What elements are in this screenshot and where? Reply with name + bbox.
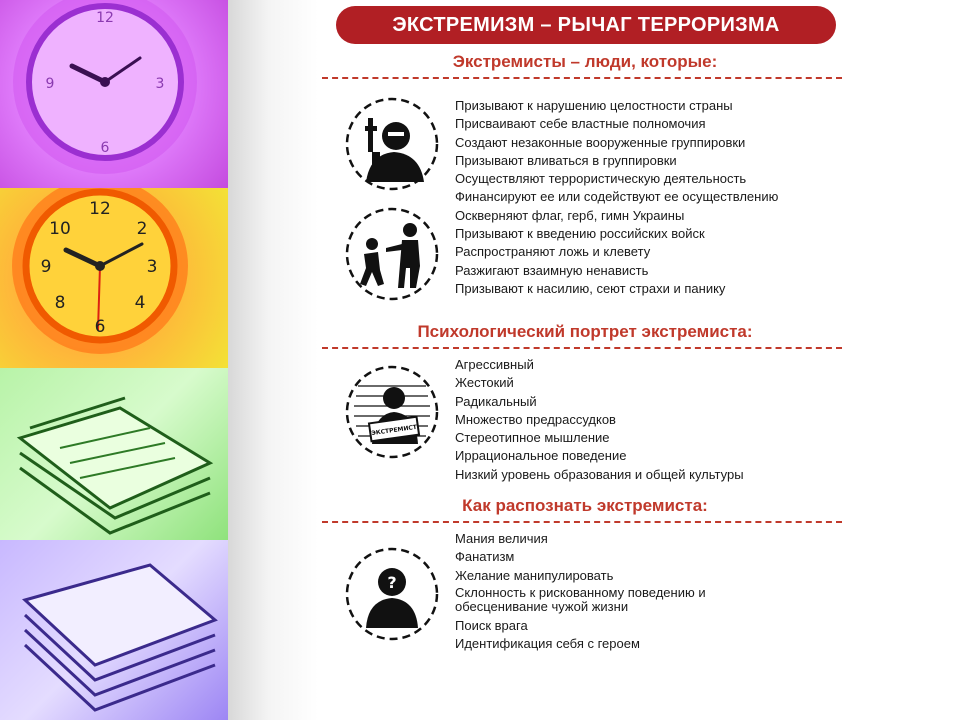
section-heading-portrait: Психологический портрет экстремиста:: [417, 322, 753, 341]
question-mark: ?: [387, 573, 397, 592]
svg-text:9: 9: [45, 76, 55, 92]
list-item: Финансируют ее или содействуют ее осуществлению: [455, 189, 779, 205]
threat-figures-icon: [344, 206, 440, 302]
list-item: Призывают к нарушению целостности страны: [455, 98, 733, 113]
strip-shadow: [228, 0, 318, 720]
list-item: Множество предрассудков: [455, 411, 616, 427]
decorative-collage: [0, 0, 228, 720]
list-item: Осуществляют террористическую деятельность: [455, 171, 747, 187]
svg-text:6: 6: [94, 317, 106, 337]
list-item: Мания величия: [455, 531, 548, 546]
violet-papers-panel: [0, 540, 228, 720]
svg-text:12: 12: [96, 10, 114, 26]
extremists-list: [455, 97, 778, 298]
masked-gunman-icon: [344, 96, 440, 192]
mugshot-icon: [344, 364, 440, 460]
section-heading-extremists: Экстремисты – люди, которые:: [452, 52, 718, 71]
poster-title: ЭКСТРЕМИЗМ – РЫЧАГ ТЕРРОРИЗМА: [336, 6, 836, 44]
orange-clock-image: [0, 188, 228, 368]
mugshot-sign: ЭКСТРЕМИСТ: [371, 423, 418, 438]
section-heading-recognize: Как распознать экстремиста:: [462, 496, 708, 515]
list-item: Создают незаконные вооруженные группировки: [455, 134, 746, 150]
list-item: Призывают вливаться в группировки: [455, 152, 677, 168]
list-item: Призывают к насилию, сеют страхи и панику: [455, 280, 726, 296]
svg-text:12: 12: [89, 199, 111, 219]
list-item: Желание манипулировать: [455, 567, 614, 583]
dashed-divider: [322, 77, 842, 79]
green-papers-panel: [0, 368, 228, 540]
purple-clock-panel: [0, 0, 228, 188]
question-person-icon: [344, 546, 440, 642]
green-papers-image: [0, 368, 228, 540]
violet-papers-image: [0, 540, 228, 720]
list-item: Призывают к введению российских войск: [455, 226, 705, 242]
list-item: Фанатизм: [455, 549, 515, 565]
list-item: Радикальный: [455, 393, 537, 409]
dashed-divider: [322, 521, 842, 523]
list-item: Поиск врага: [455, 617, 528, 633]
orange-clock-panel: [0, 188, 228, 368]
list-item: Стереотипное мышление: [455, 430, 610, 446]
list-item: Низкий уровень образования и общей культуры: [455, 466, 744, 482]
list-item: Иррациональное поведение: [455, 448, 627, 464]
svg-text:8: 8: [54, 293, 66, 313]
svg-text:2: 2: [136, 219, 148, 239]
svg-text:9: 9: [40, 257, 52, 277]
svg-text:6: 6: [100, 140, 110, 156]
svg-text:3: 3: [155, 76, 165, 92]
list-item: Присваивают себе властные полномочия: [455, 116, 706, 132]
purple-clock-image: [0, 0, 228, 188]
recognize-list: [455, 530, 755, 653]
list-item: Разжигают взаимную ненависть: [455, 262, 649, 278]
list-item: Распространяют ложь и клевету: [455, 244, 651, 260]
svg-text:3: 3: [146, 257, 158, 277]
list-item: Агрессивный: [455, 357, 534, 372]
dashed-divider: [322, 347, 842, 349]
list-item: Склонность к рискованному поведению и обесценивание чужой жизни: [455, 584, 706, 614]
svg-text:4: 4: [134, 293, 146, 313]
list-item: Оскверняют флаг, герб, гимн Украины: [455, 207, 685, 223]
list-item: Жестокий: [455, 375, 514, 391]
portrait-list: [455, 356, 744, 484]
list-item: Идентификация себя с героем: [455, 636, 640, 652]
svg-text:10: 10: [49, 219, 71, 239]
poster: [320, 0, 850, 720]
